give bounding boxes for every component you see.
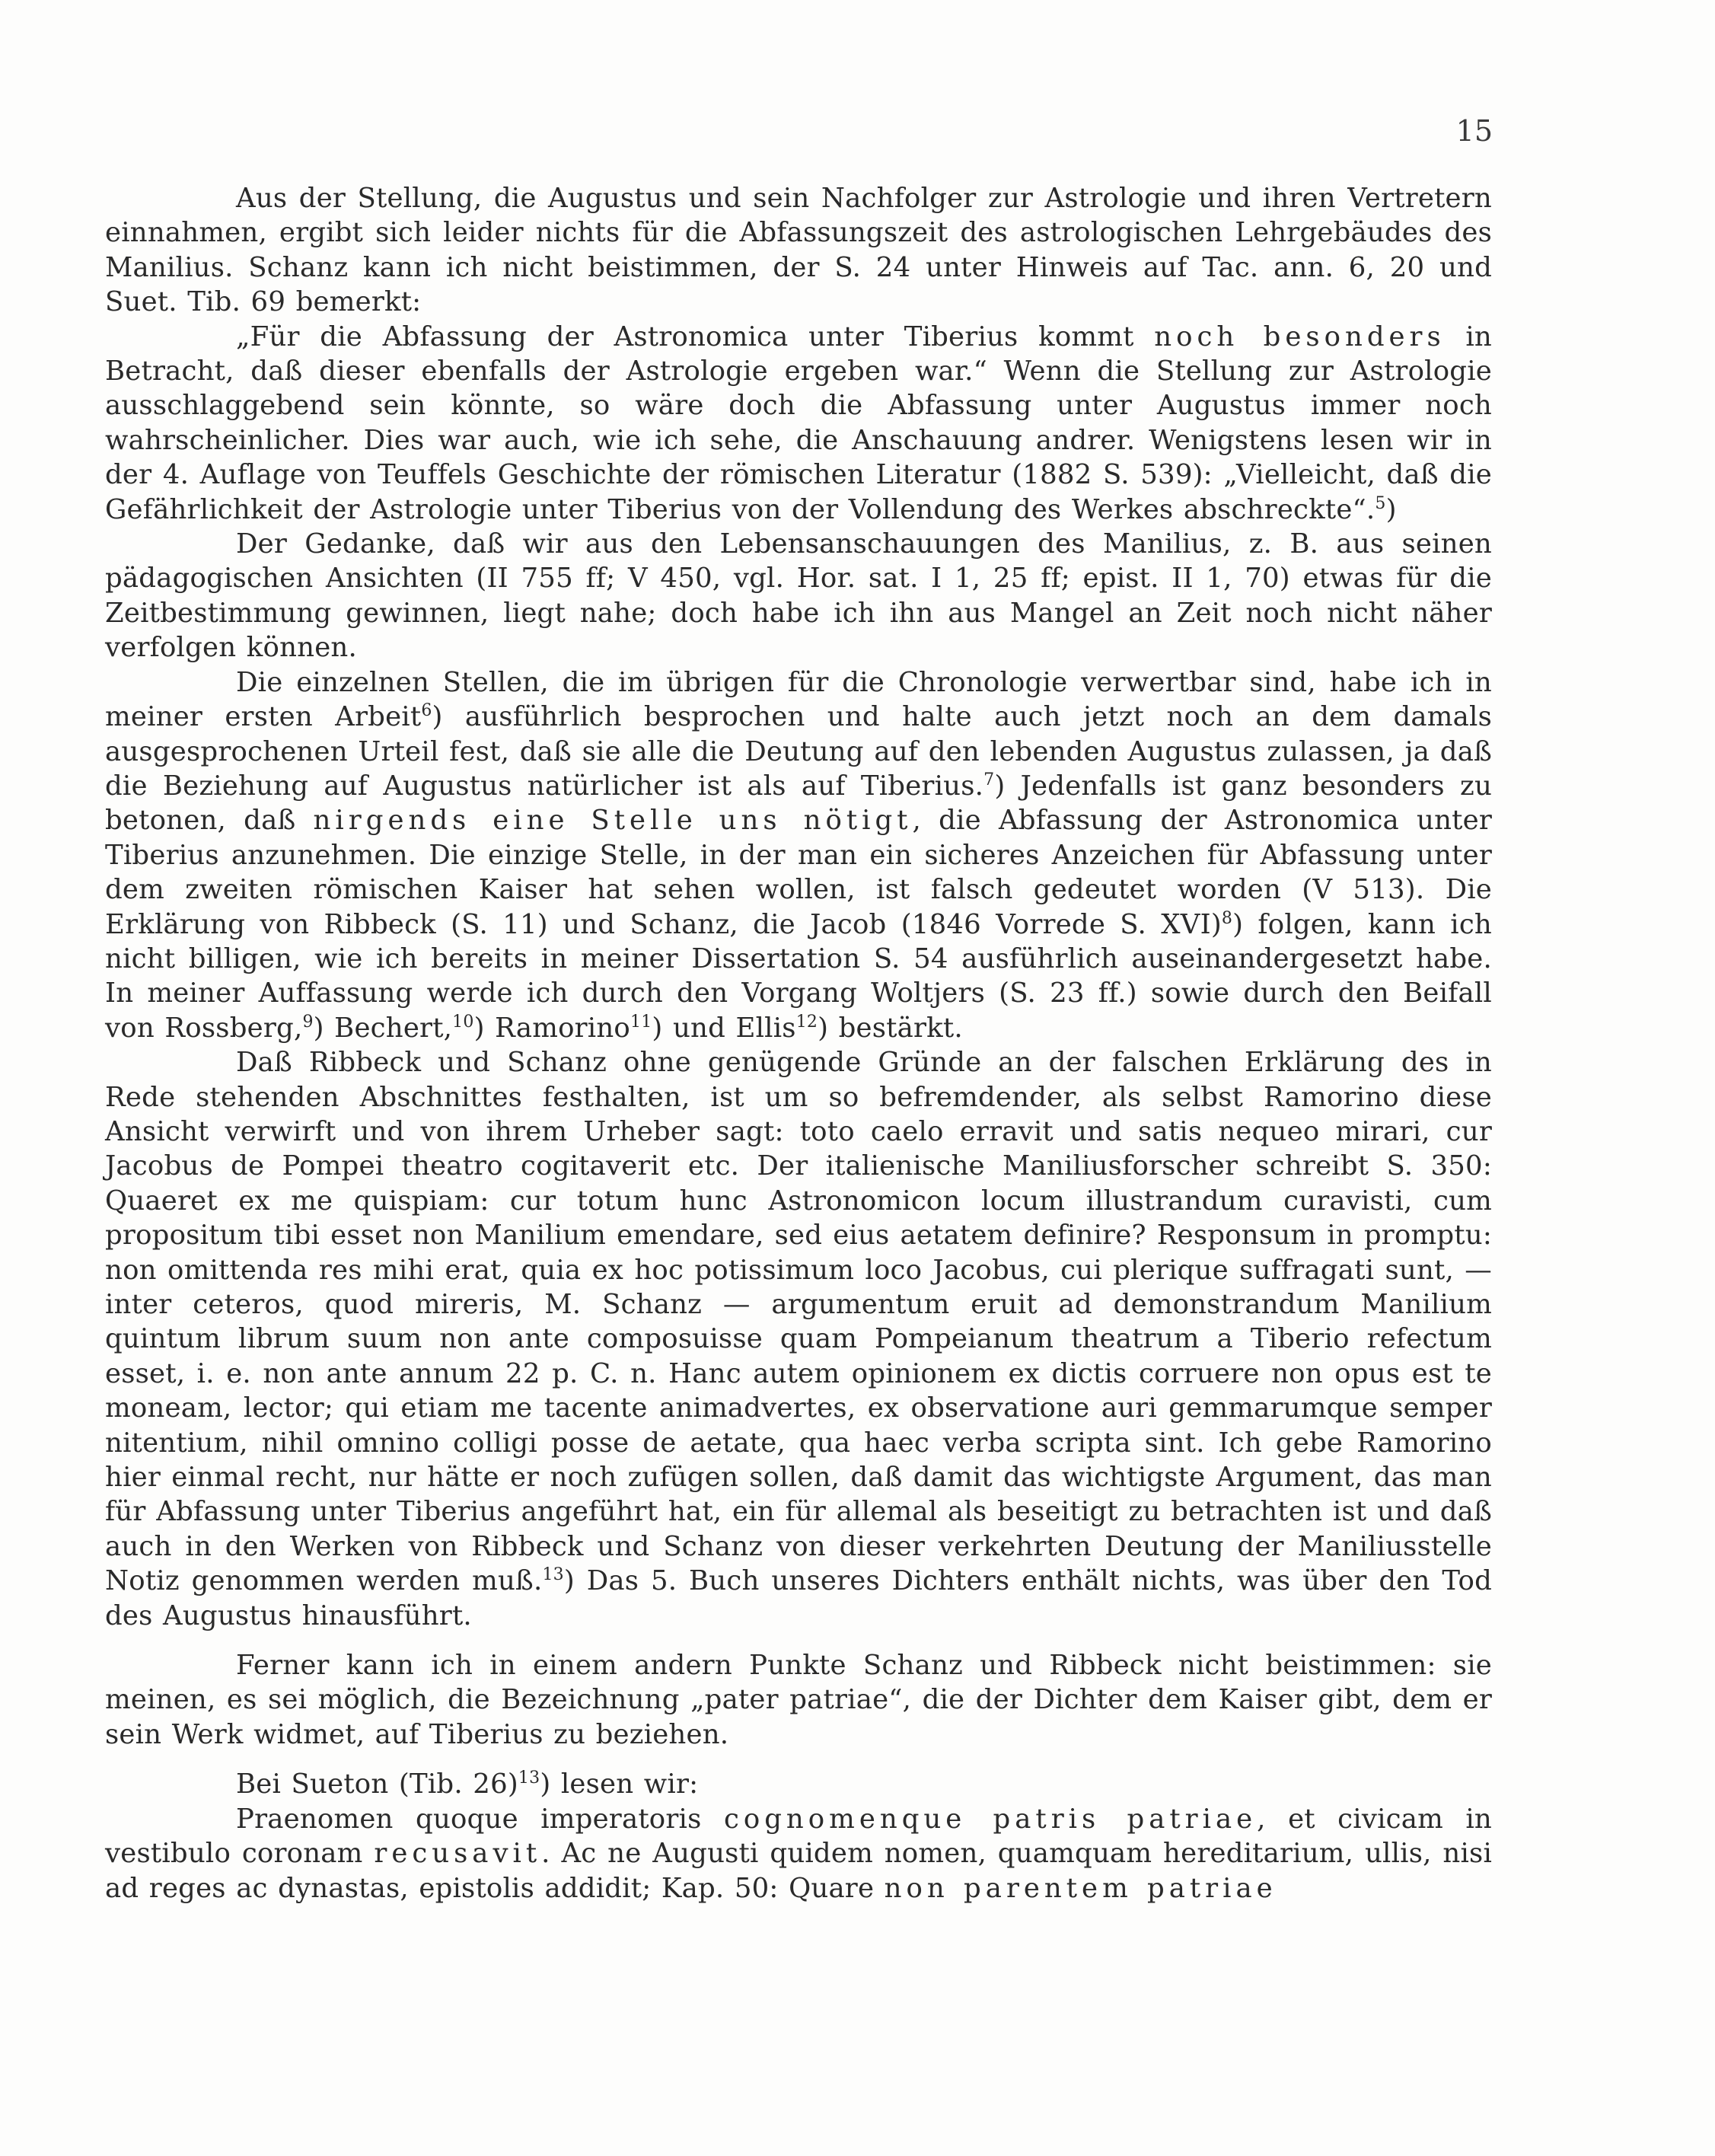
paragraph (105, 1802, 1492, 1906)
text-run: Bei Sueton (Tib. 26) (236, 1768, 518, 1800)
paragraph (105, 1045, 1492, 1633)
text-run: ) (1385, 493, 1397, 525)
text-run: in Betracht, daß dieser ebenfalls der Astrologie ergeben war.“ Wenn die Stellung zur Astrologie ausschlaggebend sein könnte, so wäre doch die Abfassung unter Augustus immer noch wahrscheinlicher. Dies war auch, wie ich sehe, die Anschauung andrer. Wenigstens lesen wir in der 4. Auflage von Teuffels Geschichte der römischen Literatur (1882 S. 539): „Vielleicht, daß die Gefährlichkeit der Astrologie unter Tiberius von der Vollendung des Werkes abschreckte“. (105, 321, 1492, 525)
text-run: ) Ramorino (473, 1012, 631, 1044)
paragraph (105, 1648, 1492, 1752)
emphasized-text: nirgends eine Stelle uns nötigt (313, 805, 913, 837)
text-run: ) Bechert, (313, 1012, 453, 1044)
text-run: ) Das 5. Buch unseres Dichters enthält nichts, was über den Tod des Augustus hinausführt. (105, 1565, 1493, 1631)
text-run: ) und Ellis (652, 1012, 796, 1044)
emphasized-text: cognomenque patris patriae (723, 1803, 1258, 1835)
text-run: Ferner kann ich in einem andern Punkte Schanz und Ribbeck nicht beistimmen: sie meinen, es sei möglich, die Bezeichnung „pater patriae“, die der Dichter dem Kaiser gibt, dem er sein Werk widmet, auf Tiberius zu beziehen. (105, 1650, 1492, 1750)
text-run: Aus der Stellung, die Augustus und sein Nachfolger zur Astrologie und ihren Vertretern einnahmen, ergibt sich leider nichts für die Abfassungszeit des astrologischen Lehrgebäudes des Manilius. Schanz kann ich nicht beistimmen, der S. 24 unter Hinweis auf Tac. ann. 6, 20 und Suet. Tib. 69 bemerkt: (105, 183, 1492, 318)
emphasized-text: non parentem patriae (884, 1872, 1277, 1904)
text-run: , et civicam in vestibulo coronam (105, 1803, 1492, 1870)
paragraph (105, 527, 1492, 665)
paragraph (105, 320, 1492, 527)
paragraph (105, 665, 1492, 1045)
footnote-ref: 12 (795, 1012, 818, 1032)
text-run: ) folgen, kann ich nicht billigen, wie ich bereits in meiner Dissertation S. 54 ausführlich auseinandergesetzt habe. In meiner Auffassung werde ich durch den Vorgang Woltjers (S. 23 ff.) sowie durch den Beifall von Rossberg, (105, 908, 1492, 1044)
text-run: ) ausführlich besprochen und halte auch jetzt noch an dem damals ausgesprochenen Urteil fest, daß sie alle die Deutung auf den lebenden Augustus zulassen, ja daß die Beziehung auf Augustus natürlicher ist als auf Tiberius. (105, 701, 1492, 802)
footnote-ref: 9 (302, 1012, 314, 1032)
footnote-ref: 13 (518, 1768, 540, 1788)
footnote-ref: 13 (542, 1565, 564, 1585)
paragraph (105, 1767, 1492, 1801)
paragraph (105, 181, 1492, 320)
emphasized-text: recusavit (374, 1838, 542, 1870)
page-number: 15 (1455, 114, 1493, 148)
text-run: Die einzelnen Stellen, die im übrigen für die Chronologie verwertbar sind, habe ich in meiner ersten Arbeit (105, 666, 1492, 733)
text-run: ) lesen wir: (540, 1768, 699, 1800)
emphasized-text: noch besonders (1154, 321, 1446, 352)
footnote-ref: 7 (983, 770, 995, 790)
body-text (105, 181, 1492, 1906)
text-run: Praenomen quoque imperatoris (236, 1803, 724, 1835)
text-run: „Für die Abfassung der Astronomica unter Tiberius kommt (236, 321, 1155, 352)
footnote-ref: 10 (452, 1012, 474, 1032)
text-run: . Ac ne Augusti quidem nomen, quamquam hereditarium, ullis, nisi ad reges ac dynastas, epistolis addidit; Kap. 50: Quare (105, 1838, 1492, 1904)
text-run: Daß Ribbeck und Schanz ohne genügende Gründe an der falschen Erklärung des in Rede stehenden Abschnittes festhalten, ist um so befremdender, als selbst Ramorino diese Ansicht verwirft und von ihrem Urheber sagt: toto caelo erravit und satis nequeo mirari, cur Jacobus de Pompei theatro cogitaverit etc. Der italienische Maniliusforscher schreibt S. 350: Quaeret ex me quispiam: cur totum hunc Astronomicon locum illustrandum curavisti, cum propositum tibi esset non Manilium emendare, sed eius aetatem definire? Responsum in promptu: non omittenda res mihi erat, quia ex hoc potissimum loco Jacobus, cui plerique suffragati sunt, — inter ceteros, quod mireris, M. Schanz — argumentum eruit ad demonstrandum Manilium quintum librum suum non ante composuisse quam Pompeianum theatrum a Tiberio refectum esset, i. e. non ante annum 22 p. C. n. Hanc autem opinionem ex dictis corruere non opus est te moneam, lector; qui etiam me tacente animadvertes, ex observatione auri gemmarumque semper nitentium, nihil omnino colligi posse de aetate, qua haec verba scripta sint. Ich gebe Ramorino hier einmal recht, nur hätte er noch zufügen sollen, daß damit das wichtigste Argument, das man für Abfassung unter Tiberius angeführt hat, ein für allemal als beseitigt zu betrachten ist und daß auch in den Werken von Ribbeck und Schanz von dieser verkehrten Deutung der Maniliusstelle Notiz genommen werden muß. (105, 1047, 1492, 1597)
text-run: , die Abfassung der Astronomica unter Tiberius anzunehmen. Die einzige Stelle, in der man ein sicheres Anzeichen für Abfassung unter dem zweiten römischen Kaiser hat sehen wollen, ist falsch gedeutet worden (V 513). Die Erklärung von Ribbeck (S. 11) und Schanz, die Jacob (1846 Vorrede S. XVI) (105, 805, 1493, 940)
text-run: ) Jedenfalls ist ganz besonders zu betonen, daß (105, 770, 1493, 837)
footnote-ref: 11 (630, 1012, 652, 1032)
text-run: Der Gedanke, daß wir aus den Lebensanschauungen des Manilius, z. B. aus seinen pädagogischen Ansichten (II 755 ff; V 450, vgl. Hor. sat. I 1, 25 ff; epist. II 1, 70) etwas für die Zeitbestimmung gewinnen, liegt nahe; doch habe ich ihn aus Mangel an Zeit noch nicht näher verfolgen können. (105, 528, 1492, 664)
footnote-ref: 6 (421, 701, 432, 721)
footnote-ref: 5 (1375, 493, 1386, 513)
text-run: ) bestärkt. (818, 1012, 963, 1044)
footnote-ref: 8 (1221, 908, 1233, 928)
